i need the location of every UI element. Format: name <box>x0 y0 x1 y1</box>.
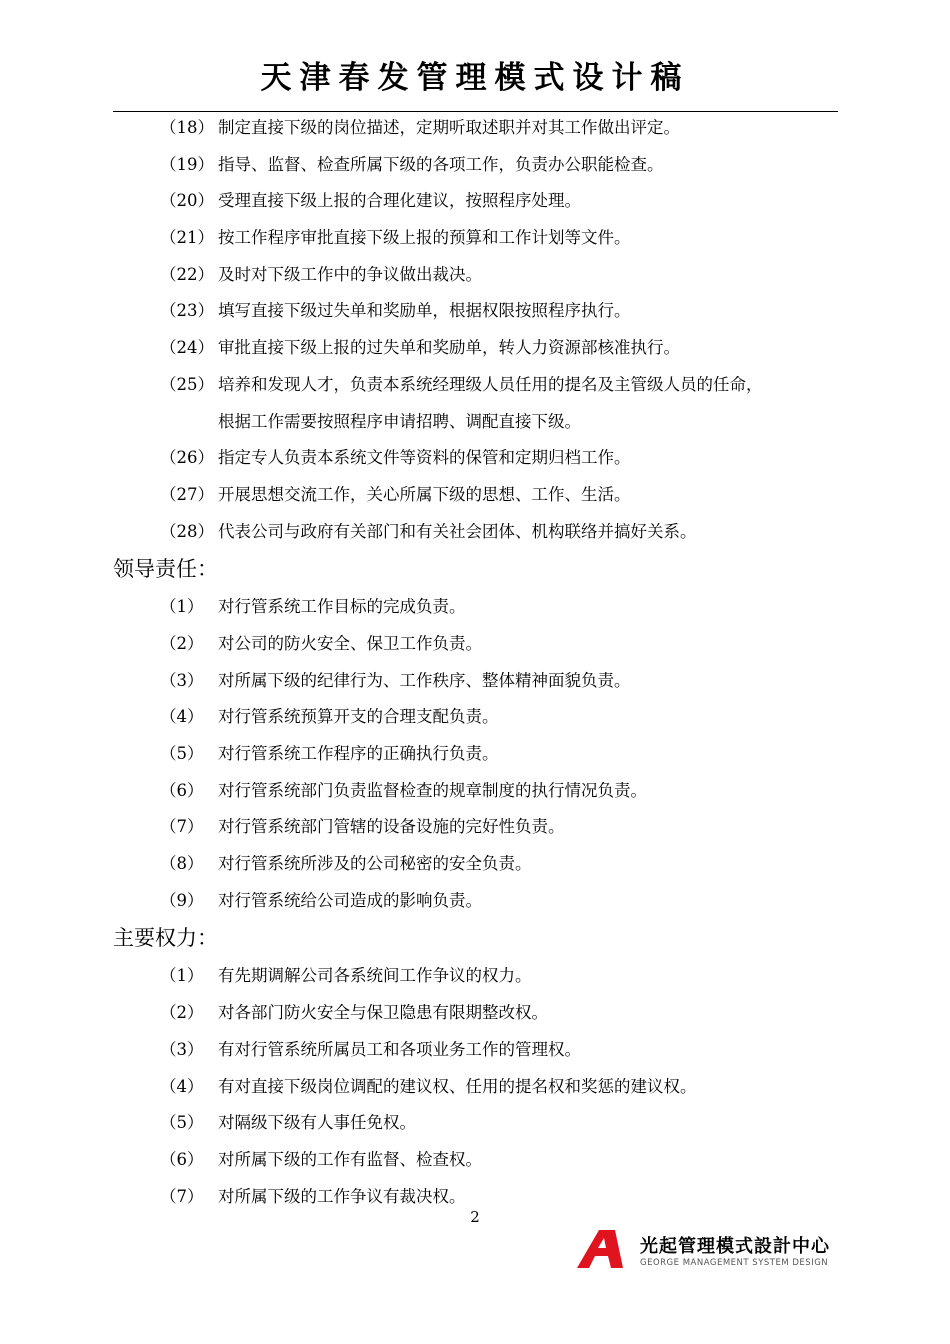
item-number: （3） <box>160 670 204 690</box>
logo-chinese-name: 光起管理模式設計中心 <box>640 1236 830 1257</box>
item-text: 对公司的防火安全、保卫工作负责。 <box>218 633 482 653</box>
item-text: 对所属下级的工作争议有裁决权。 <box>218 1186 466 1206</box>
item-text: 代表公司与政府有关部门和有关社会团体、机构联络并搞好关系。 <box>218 521 697 541</box>
list-item <box>0 773 950 810</box>
item-text: 指定专人负责本系统文件等资料的保管和定期归档工作。 <box>218 448 631 468</box>
list-item <box>0 809 950 846</box>
item-number: （5） <box>160 1113 204 1133</box>
list-item <box>0 1142 950 1179</box>
item-text: 培养和发现人才，负责本系统经理级人员任用的提名及主管级人员的任命， <box>218 374 763 394</box>
item-text: 指导、监督、检查所属下级的各项工作，负责办公职能检查。 <box>218 154 664 174</box>
item-text: 有对直接下级岗位调配的建议权、任用的提名权和奖惩的建议权。 <box>218 1076 697 1096</box>
item-number: （8） <box>160 854 204 874</box>
item-number: （4） <box>160 707 204 727</box>
list-item <box>0 257 950 294</box>
item-text: 按工作程序审批直接下级上报的预算和工作计划等文件。 <box>218 228 631 248</box>
item-text: 对行管系统部门管辖的设备设施的完好性负责。 <box>218 817 565 837</box>
list-item <box>0 846 950 883</box>
list-item <box>0 367 950 404</box>
list-item <box>0 220 950 257</box>
logo-english-name: GEORGE MANAGEMENT SYSTEM DESIGN <box>640 1258 829 1268</box>
section-heading-leadership: 领导责任： <box>113 557 218 582</box>
item-text: 对行管系统预算开支的合理支配负责。 <box>218 707 499 727</box>
item-number: （22） <box>160 264 214 284</box>
item-text: 开展思想交流工作，关心所属下级的思想、工作、生活。 <box>218 484 631 504</box>
item-number: （1） <box>160 597 204 617</box>
item-number: （6） <box>160 780 204 800</box>
item-number: （28） <box>160 521 214 541</box>
item-number: （9） <box>160 890 204 910</box>
footer-logo <box>575 1228 845 1272</box>
item-number: （7） <box>160 1186 204 1206</box>
item-number: （19） <box>160 154 214 174</box>
item-text: 对所属下级的纪律行为、工作秩序、整体精神面貌负责。 <box>218 670 631 690</box>
item-number: （2） <box>160 633 204 653</box>
list-item <box>0 958 950 995</box>
list-item <box>0 995 950 1032</box>
list-item <box>0 110 950 147</box>
list-item <box>0 1032 950 1069</box>
item-number: （27） <box>160 484 214 504</box>
page-number: 2 <box>470 1208 480 1226</box>
item-number: （26） <box>160 448 214 468</box>
list-item <box>0 514 950 551</box>
item-text: 对行管系统所涉及的公司秘密的安全负责。 <box>218 854 532 874</box>
item-number: （25） <box>160 374 214 394</box>
item-number: （2） <box>160 1003 204 1023</box>
item-text: 对所属下级的工作有监督、检查权。 <box>218 1149 482 1169</box>
item-number: （5） <box>160 744 204 763</box>
item-text: 审批直接下级上报的过失单和奖励单，转人力资源部核准执行。 <box>218 338 680 358</box>
list-item <box>0 440 950 477</box>
list-item <box>0 1069 950 1106</box>
item-number: （4） <box>160 1076 204 1096</box>
logo-a-icon <box>575 1228 633 1270</box>
list-item <box>0 183 950 220</box>
section-heading-powers: 主要权力： <box>113 926 218 951</box>
item-text: 制定直接下级的岗位描述，定期听取述职并对其工作做出评定。 <box>218 118 680 137</box>
list-item <box>0 626 950 663</box>
item-text: 对行管系统工作程序的正确执行负责。 <box>218 744 499 763</box>
item-text: 根据工作需要按照程序申请招聘、调配直接下级。 <box>218 411 581 431</box>
item-number: （3） <box>160 1039 204 1059</box>
list-item <box>0 1105 950 1142</box>
list-item <box>0 589 950 626</box>
list-item <box>0 330 950 367</box>
list-item <box>0 699 950 736</box>
list-item <box>0 663 950 700</box>
item-text: 填写直接下级过失单和奖励单，根据权限按照程序执行。 <box>218 301 631 321</box>
item-number: （20） <box>160 191 214 211</box>
item-text: 对行管系统给公司造成的影响负责。 <box>218 890 482 910</box>
item-text: 受理直接下级上报的合理化建议，按照程序处理。 <box>218 191 581 211</box>
item-number: （7） <box>160 817 204 837</box>
item-text: 对各部门防火安全与保卫隐患有限期整改权。 <box>218 1003 548 1023</box>
item-text: 对行管系统部门负责监督检查的规章制度的执行情况负责。 <box>218 780 647 800</box>
item-number: （1） <box>160 966 204 986</box>
page-title: 天津春发管理模式设计稿 <box>260 60 690 96</box>
item-number: （18） <box>160 118 214 137</box>
list-item <box>0 883 950 920</box>
item-number: （24） <box>160 338 214 358</box>
item-number: （23） <box>160 301 214 321</box>
document-body <box>0 110 950 1215</box>
list-item <box>0 477 950 514</box>
item-number: （21） <box>160 228 214 248</box>
list-item <box>0 293 950 330</box>
item-text: 有对行管系统所属员工和各项业务工作的管理权。 <box>218 1039 581 1059</box>
list-item <box>0 147 950 184</box>
item-text: 对隔级下级有人事任免权。 <box>218 1113 416 1133</box>
list-item-continuation <box>0 404 950 441</box>
item-text: 有先期调解公司各系统间工作争议的权力。 <box>218 966 532 986</box>
item-text: 对行管系统工作目标的完成负责。 <box>218 597 466 617</box>
list-item <box>0 736 950 773</box>
item-text: 及时对下级工作中的争议做出裁决。 <box>218 264 482 284</box>
item-number: （6） <box>160 1149 204 1169</box>
